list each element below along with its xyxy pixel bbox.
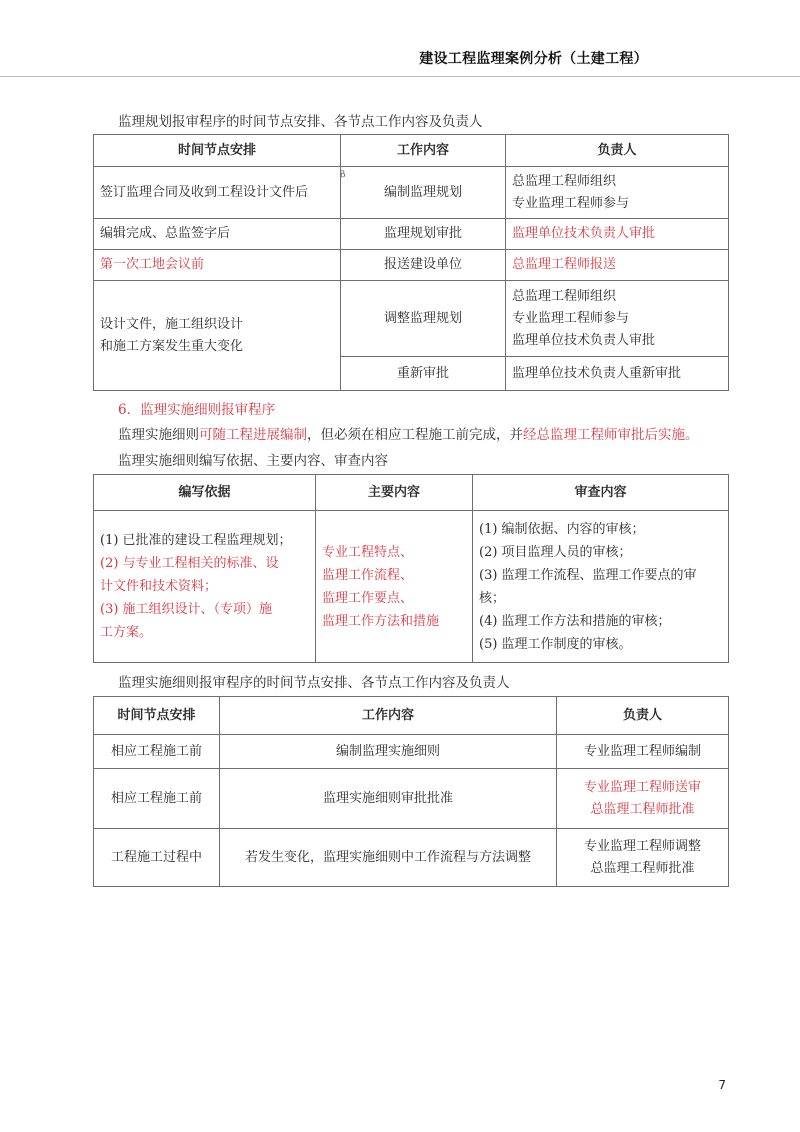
running-header-title: 建设工程监理案例分析（土建工程）: [419, 51, 648, 67]
table-detailed-rules-content: [93, 474, 729, 663]
table-row: [94, 829, 729, 887]
table-row: [94, 219, 729, 250]
table1-r3-time: 第一次工地会议前: [94, 250, 341, 281]
pen-mark: 8: [339, 169, 347, 181]
table3-r2-owner: 专业监理工程师送审 总监理工程师批准: [557, 769, 729, 829]
table1-header-time: 时间节点安排: [94, 135, 341, 167]
table-row: [94, 769, 729, 829]
table1-caption: 监理规划报审程序的时间节点安排、各节点工作内容及负责人: [118, 114, 483, 130]
table2-header-main: 主要内容: [316, 475, 473, 511]
table3-r3-work: 若发生变化，监理实施细则中工作流程与方法调整: [220, 829, 557, 887]
table2-header-basis: 编写依据: [94, 475, 316, 511]
table3-r3-time: 工程施工过程中: [94, 829, 220, 887]
table1-r3-work: 报送建设单位: [341, 250, 506, 281]
paragraph-detailed-rules: 监理实施细则可随工程进展编制，但必须在相应工程施工前完成，并经总监理工程师审批后实施。: [118, 427, 699, 443]
table3-r1-work: 编制监理实施细则: [220, 735, 557, 769]
table1-header-owner: 负责人: [506, 135, 729, 167]
table3-header-time: 时间节点安排: [94, 697, 220, 735]
table1-r5-work: 重新审批: [341, 357, 506, 391]
header-rule: [0, 76, 800, 77]
table1-r4-work: 调整监理规划: [341, 281, 506, 357]
table3-header-owner: 负责人: [557, 697, 729, 735]
table3-r2-time: 相应工程施工前: [94, 769, 220, 829]
table1-r2-work: 监理规划审批: [341, 219, 506, 250]
table3-caption: 监理实施细则报审程序的时间节点安排、各节点工作内容及负责人: [118, 675, 510, 691]
table2-review: (1) 编制依据、内容的审核； (2) 项目监理人员的审核； (3) 监理工作流程、监理工作要点的审 核； (4) 监理工作方法和措施的审核； (5) 监理工作制度的审核。: [473, 511, 729, 663]
table3-r1-owner: 专业监理工程师编制: [557, 735, 729, 769]
table1-r2-time: 编辑完成、总监签字后: [94, 219, 341, 250]
table1-r4-owner: 总监理工程师组织 专业监理工程师参与 监理单位技术负责人审批: [506, 281, 729, 357]
table2-basis: (1) 已批准的建设工程监理规划； (2) 与专业工程相关的标准、设 计文件和技术资料； (3) 施工组织设计、（专项）施 工方案。: [94, 511, 316, 663]
table2-header-review: 审查内容: [473, 475, 729, 511]
table1-r1-owner: 总监理工程师组织 专业监理工程师参与: [506, 167, 729, 219]
table1-r2-owner: 监理单位技术负责人审批: [506, 219, 729, 250]
table1-r1-work: 编制监理规划: [341, 167, 506, 219]
table-supervision-plan-procedure: [93, 134, 729, 391]
table1-r4-time: 设计文件，施工组织设计 和施工方案发生重大变化: [94, 281, 341, 391]
table-row: [94, 735, 729, 769]
table-detailed-rules-procedure: [93, 696, 729, 887]
table-row: [94, 511, 729, 663]
table1-r5-owner: 监理单位技术负责人重新审批: [506, 357, 729, 391]
table-row: [94, 281, 729, 357]
table1-r1-time: 签订监理合同及收到工程设计文件后: [94, 167, 341, 219]
page-number: 7: [718, 1078, 726, 1092]
table2-main-content: 专业工程特点、 监理工作流程、 监理工作要点、 监理工作方法和措施: [316, 511, 473, 663]
section-heading-detailed-rules: 6．监理实施细则报审程序: [118, 402, 276, 418]
table3-r3-owner: 专业监理工程师调整 总监理工程师批准: [557, 829, 729, 887]
table3-header-work: 工作内容: [220, 697, 557, 735]
table2-caption: 监理实施细则编写依据、主要内容、审查内容: [118, 453, 388, 469]
table-row: [94, 167, 729, 219]
table1-header-work: 工作内容: [341, 135, 506, 167]
table3-r2-work: 监理实施细则审批批准: [220, 769, 557, 829]
table-row: [94, 250, 729, 281]
table3-r1-time: 相应工程施工前: [94, 735, 220, 769]
table1-r3-owner: 总监理工程师报送: [506, 250, 729, 281]
